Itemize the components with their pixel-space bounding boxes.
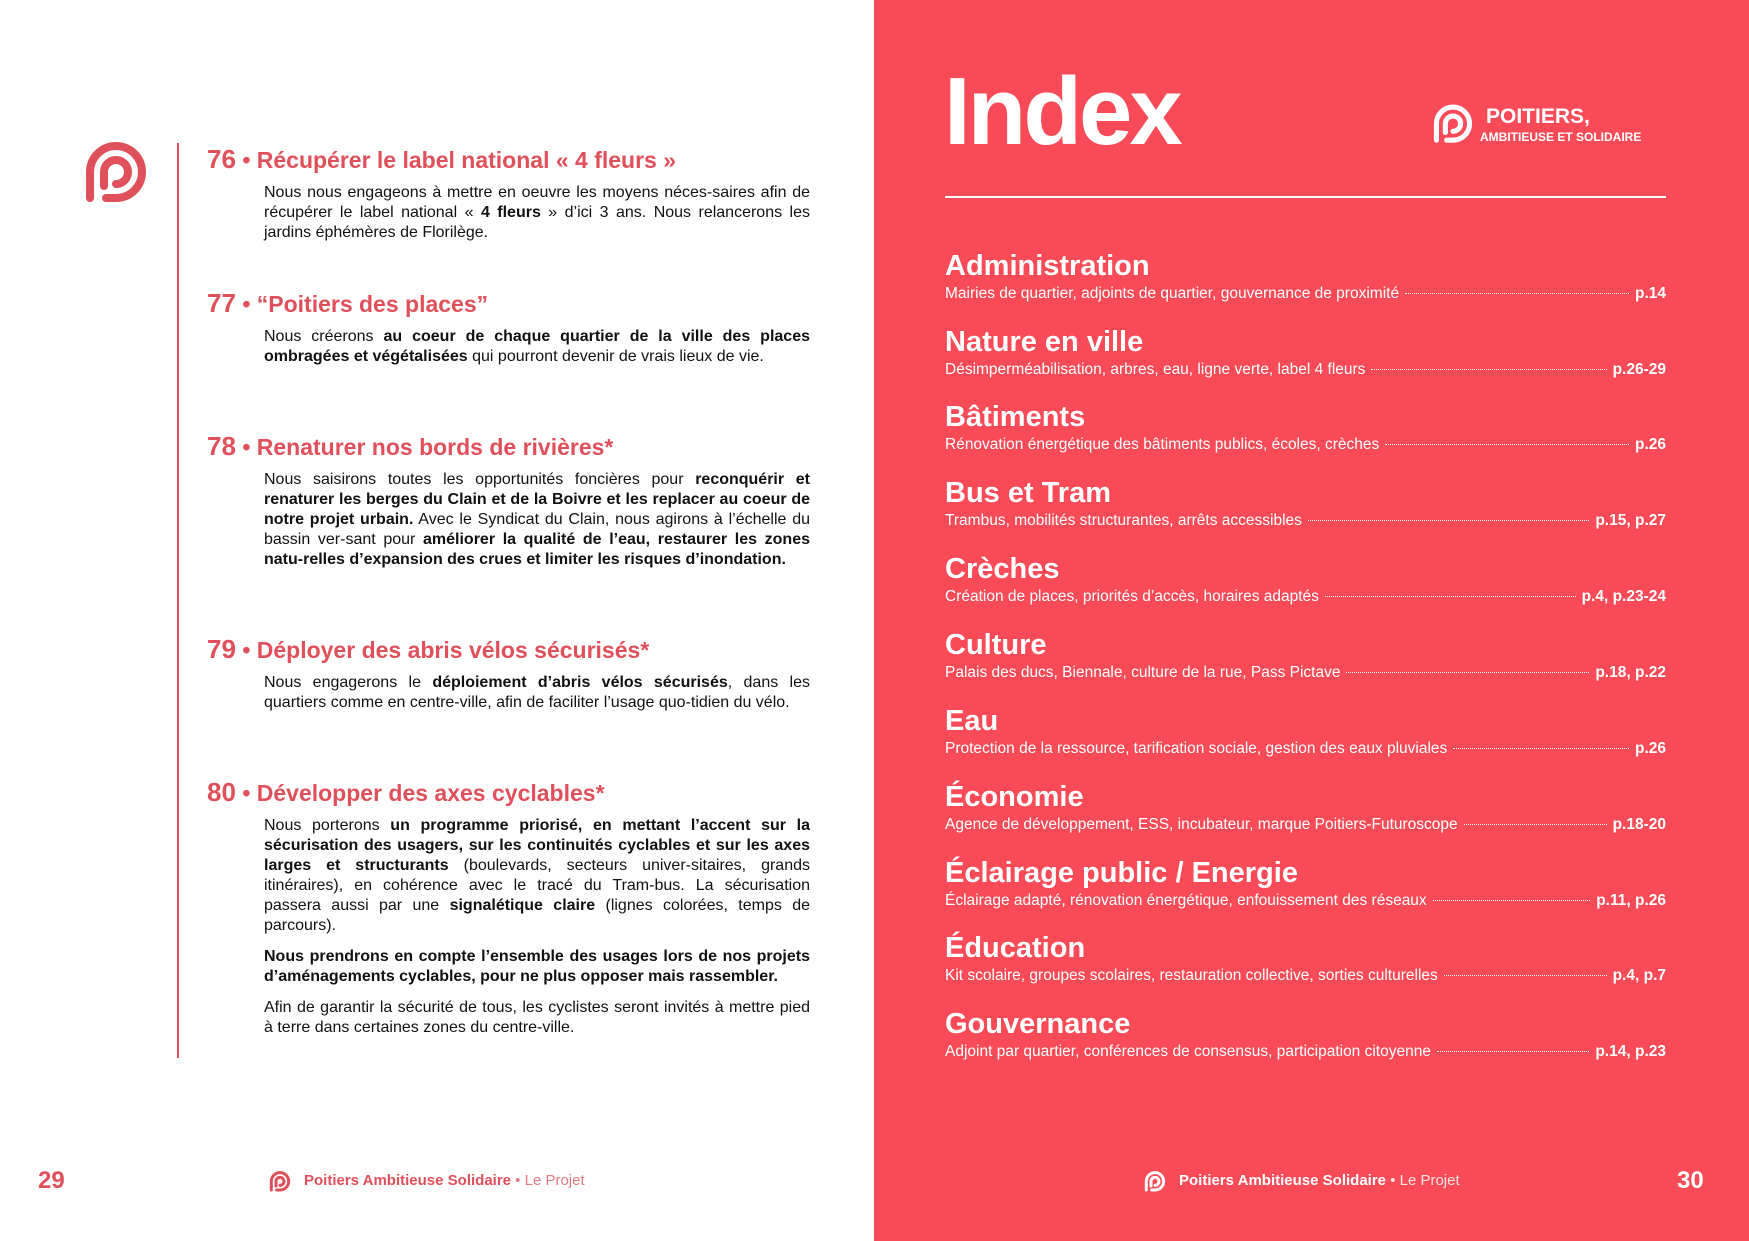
poitiers-logo-icon: [1430, 102, 1476, 144]
body-text: (boulevards, secteurs univer-sitaires, grands itinéraires), en cohérence avec le tracé du Tram-bus. La sécurisation passera aussi par une: [264, 857, 810, 914]
index-description: Kit scolaire, groupes scolaires, restauration collective, sorties culturelles: [945, 967, 1438, 984]
proposal-79: [207, 634, 811, 713]
vertical-divider: [177, 143, 179, 1058]
body-text: (lignes colorées, temps de parcours).: [264, 897, 811, 934]
leader-dots: [1385, 444, 1629, 445]
proposal-paragraph: [264, 327, 810, 367]
page-number: 30: [1677, 1167, 1704, 1194]
index-page-ref: p.26: [1634, 740, 1666, 757]
body-text: Nous porterons: [264, 817, 391, 834]
leader-dots: [1444, 975, 1607, 976]
leader-dots: [1405, 293, 1629, 294]
proposal-title: 77 • “Poitiers des places”: [207, 288, 489, 318]
bold-text: améliorer la qualité de l’eau, restaurer les zones natu-relles d’expansion des crues et limiter les risques d’inondation.: [264, 531, 811, 568]
body-text: qui pourront devenir de vrais lieux de vie.: [467, 348, 764, 365]
proposal-paragraph: [264, 673, 810, 713]
index-page-ref: p.26-29: [1612, 361, 1666, 378]
proposal-title: 80 • Développer des axes cyclables*: [207, 777, 605, 807]
index-heading: Culture: [945, 629, 1047, 661]
bold-text: signalétique claire: [449, 897, 596, 914]
leader-dots: [1308, 520, 1589, 521]
index-heading: Nature en ville: [945, 326, 1144, 358]
proposal-paragraph: [264, 998, 810, 1038]
proposal-78: [207, 431, 811, 570]
index-description: Mairies de quartier, adjoints de quartier, gouvernance de proximité: [945, 285, 1400, 302]
proposal-paragraph: [264, 947, 810, 987]
index-page-ref: p.4, p.7: [1612, 967, 1666, 984]
index-entry: [945, 324, 1666, 380]
bold-text: 4 fleurs: [480, 204, 541, 221]
index-heading: Bus et Tram: [945, 477, 1111, 509]
bold-text: un programme priorisé, en mettant l’accent sur la sécurisation des usagers, sur les continuités cyclables et sur les axes larges et structurants: [264, 817, 810, 874]
proposal-80: [207, 777, 811, 1038]
proposal-title: 79 • Déployer des abris vélos sécurisés*: [207, 634, 650, 664]
proposal-paragraph: [264, 470, 810, 570]
index-page-ref: p.11, p.26: [1596, 892, 1666, 909]
body-text: Nous nous engageons à mettre en oeuvre les moyens néces-saires afin de récupérer le label national «: [264, 184, 810, 221]
index-description: Protection de la ressource, tarification sociale, gestion des eaux pluviales: [945, 740, 1448, 757]
page-footer: [1143, 1170, 1460, 1192]
index-heading: Bâtiments: [945, 401, 1086, 433]
index-entry: [945, 399, 1666, 455]
index-heading: Éclairage public / Energie: [945, 857, 1298, 889]
index-heading: Gouvernance: [945, 1008, 1131, 1040]
index-page-ref: p.14: [1634, 285, 1666, 302]
leader-dots: [1437, 1051, 1589, 1052]
brand-line-2: AMBITIEUSE ET SOLIDAIRE: [1480, 130, 1642, 144]
footer-brand: Poitiers Ambitieuse Solidaire: [1179, 1171, 1387, 1189]
index-entry: [945, 703, 1666, 759]
title-rule: [945, 196, 1666, 198]
footer-suffix: • Le Projet: [511, 1171, 585, 1189]
leader-dots: [1325, 596, 1576, 597]
proposal-77: [207, 288, 810, 367]
proposal-title: 78 • Renaturer nos bords de rivières*: [207, 431, 614, 461]
bold-text: Nous prendrons en compte l’ensemble des usages lors de nos projets d’aménagements cyclables, pour ne plus opposer mais rassembler.: [264, 948, 810, 985]
body-text: Nous saisirons toutes les opportunités foncières pour: [264, 471, 696, 488]
index-page-ref: p.14, p.23: [1595, 1043, 1666, 1060]
index-entry: [945, 475, 1666, 531]
brand-line-1: POITIERS,: [1486, 105, 1590, 128]
index-heading: Économie: [945, 781, 1084, 813]
index-entry: [945, 551, 1666, 607]
index-description: Création de places, priorités d’accès, horaires adaptés: [945, 588, 1319, 605]
proposal-title: 76 • Récupérer le label national « 4 fleurs »: [207, 144, 677, 174]
page-footer: [268, 1170, 585, 1192]
proposal-76: [207, 144, 811, 243]
bold-text: déploiement d’abris vélos sécurisés: [432, 674, 728, 691]
index-heading: Administration: [945, 250, 1150, 282]
body-text: Avec le Syndicat du Clain, nous agirons à l’échelle du bassin ver-sant pour: [264, 511, 810, 548]
body-text: Nous engagerons le: [264, 674, 433, 691]
index-description: Éclairage adapté, rénovation énergétique, enfouissement des réseaux: [945, 892, 1427, 909]
leader-dots: [1453, 748, 1629, 749]
body-text: Afin de garantir la sécurité de tous, les cyclistes seront invités à mettre pied à terre dans certaines zones du centre-ville.: [264, 999, 810, 1036]
index-entry: [945, 627, 1666, 683]
leader-dots: [1346, 672, 1589, 673]
leader-dots: [1433, 900, 1591, 901]
index-entry: [945, 1006, 1666, 1062]
index-entry: [945, 248, 1666, 304]
poitiers-logo-icon: [268, 1170, 292, 1192]
footer-suffix: • Le Projet: [1386, 1171, 1460, 1189]
index-page-ref: p.4, p.23-24: [1581, 588, 1666, 605]
body-text: » d’ici 3 ans. Nous relancerons les jardins éphémères de Florilège.: [264, 204, 811, 241]
index-description: Désimperméabilisation, arbres, eau, ligne verte, label 4 fleurs: [945, 361, 1366, 378]
page-number: 29: [38, 1167, 65, 1194]
index-description: Trambus, mobilités structurantes, arrêts accessibles: [945, 512, 1302, 529]
index-description: Agence de développement, ESS, incubateur, marque Poitiers-Futuroscope: [945, 816, 1458, 833]
index-entry: [945, 855, 1666, 911]
bold-text: reconquérir et renaturer les berges du Clain et de la Boivre et les replacer au coeur de notre projet urbain.: [264, 471, 810, 528]
proposal-paragraph: [264, 183, 810, 243]
poitiers-logo-icon: [80, 138, 152, 204]
index-heading: Eau: [945, 705, 999, 737]
index-heading: Crèches: [945, 553, 1060, 585]
footer-brand: Poitiers Ambitieuse Solidaire: [304, 1171, 512, 1189]
index-entry: [945, 779, 1666, 835]
body-text: Nous créerons: [264, 328, 384, 345]
index-page-ref: p.18-20: [1612, 816, 1666, 833]
index-page-ref: p.26: [1634, 436, 1666, 453]
index-page-ref: p.15, p.27: [1595, 512, 1666, 529]
index-heading: Éducation: [945, 932, 1086, 964]
body-text: , dans les quartiers comme en centre-ville, afin de faciliter l’usage quo-tidien du vélo.: [264, 674, 811, 711]
poitiers-logo-icon: [1143, 1170, 1167, 1192]
index-title: Index: [944, 58, 1180, 165]
index-page-ref: p.18, p.22: [1595, 664, 1666, 681]
leader-dots: [1464, 824, 1607, 825]
leader-dots: [1371, 369, 1606, 370]
index-entry: [945, 930, 1666, 986]
index-description: Palais des ducs, Biennale, culture de la rue, Pass Pictave: [945, 664, 1341, 681]
index-description: Rénovation énergétique des bâtiments publics, écoles, crèches: [945, 436, 1380, 453]
bold-text: au coeur de chaque quartier de la ville des places ombragées et végétalisées: [264, 328, 810, 365]
index-description: Adjoint par quartier, conférences de consensus, participation citoyenne: [945, 1043, 1431, 1060]
proposal-paragraph: [264, 816, 810, 936]
left-page: [0, 0, 874, 1241]
